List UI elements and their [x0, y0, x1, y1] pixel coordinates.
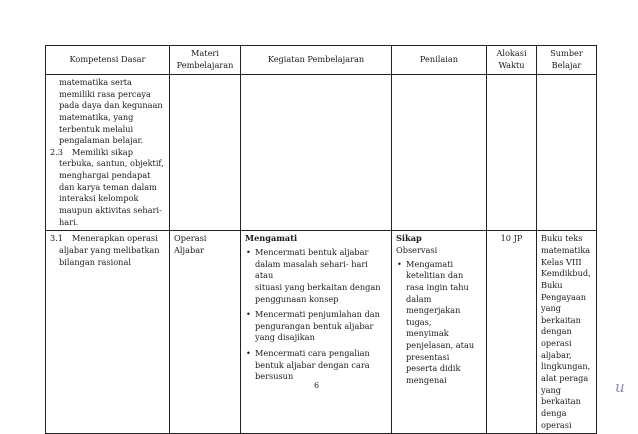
- text-line: yang berkaitan: [541, 384, 581, 407]
- text-line: penjelasan, atau: [406, 340, 475, 351]
- materi-text: Operasi Aljabar: [174, 233, 207, 255]
- text-line: pengurangan bentuk aljabar: [255, 320, 374, 331]
- text-line: bentuk aljabar dengan cara: [255, 359, 370, 370]
- list-item: [245, 247, 387, 305]
- text-line: interaksi kelompok: [59, 193, 139, 204]
- text-line: peserta didik: [406, 363, 461, 374]
- kd-cell-continued: [46, 75, 170, 231]
- text-line: • Mencermati cara pengalian: [255, 348, 370, 359]
- table-row: [46, 231, 597, 434]
- text-line: dalam: [406, 293, 432, 304]
- text-line: rasa ingin tahu: [406, 281, 469, 292]
- syllabus-table: [45, 45, 597, 434]
- text-line: menyimak: [406, 328, 449, 339]
- kd-2-3-text: [50, 158, 165, 228]
- text-line: pengalaman belajar.: [59, 135, 144, 146]
- text-line: pada daya dan kegunaan: [59, 100, 163, 111]
- alokasi-cell: [487, 231, 537, 434]
- penilaian-subtitle: Observasi: [396, 244, 438, 255]
- alokasi-cell-empty: [487, 75, 537, 231]
- penilaian-cell: [392, 231, 487, 434]
- text-line: lingkungan,: [541, 361, 591, 372]
- text-line: yang disajikan: [255, 332, 315, 343]
- text-line: denga operasi: [541, 407, 572, 430]
- penilaian-title: Sikap: [396, 233, 422, 244]
- text-line: dalam masalah sehari- hari atau: [255, 258, 368, 281]
- text-line: terbentuk melalui: [59, 123, 134, 134]
- kd-2-3: [50, 147, 165, 159]
- penilaian-cell-empty: [392, 75, 487, 231]
- header-kegiatan: Kegiatan Pembelajaran: [241, 46, 392, 75]
- header-kompetensi: Kompetensi Dasar: [46, 46, 170, 75]
- text-line: aljabar yang melibatkan: [59, 244, 160, 255]
- text-line: Kelas VIII: [541, 256, 582, 267]
- text-line: Kemdikbud,: [541, 268, 591, 279]
- text-line: matematika serta: [59, 77, 132, 87]
- list-item: [245, 309, 387, 344]
- page-number: 6: [314, 381, 320, 390]
- text-line: Menerapkan operasi: [72, 233, 158, 244]
- header-row: [46, 46, 597, 75]
- watermark-logo: u: [615, 378, 625, 396]
- text-line: Buku: [541, 279, 563, 290]
- text-line: presentasi: [406, 351, 450, 362]
- text-line: • Mengamati: [406, 258, 454, 269]
- text-line: tugas,: [406, 316, 432, 327]
- text-line: alat peraga: [541, 373, 589, 384]
- kd-3-1-text: [50, 245, 165, 268]
- table-row: [46, 75, 597, 231]
- text-line: hari.: [59, 216, 79, 227]
- materi-cell: [170, 231, 241, 434]
- text-line: dan karya teman dalam: [59, 181, 157, 192]
- text-line: • Mencermati bentuk aljabar: [255, 246, 369, 257]
- text-line: Pengayaan: [541, 291, 587, 302]
- text-line: terbuka, santun, objektif,: [59, 158, 164, 169]
- text-line: mengenai: [406, 375, 447, 386]
- text-line: ketelitian dan: [406, 270, 464, 281]
- text-line: menghargai pendapat: [59, 170, 151, 181]
- text-line: maupun aktivitas sehari-: [59, 205, 162, 216]
- kd-continued-text: [50, 77, 165, 147]
- text-line: mengerjakan: [406, 305, 461, 316]
- kegiatan-list: [245, 247, 387, 383]
- text-line: situasi yang berkaitan dengan: [255, 281, 381, 292]
- sumber-cell-empty: [537, 75, 597, 231]
- penilaian-list: [396, 259, 482, 387]
- text-line: memiliki rasa percaya: [59, 88, 151, 99]
- text-line: dengan operasi: [541, 326, 572, 349]
- header-sumber: Sumber Belajar: [537, 46, 597, 75]
- kd-number: 2.3: [50, 146, 64, 157]
- text-line: bersusun: [255, 371, 294, 382]
- sumber-cell: [537, 231, 597, 434]
- alokasi-value: 10 JP: [500, 233, 523, 244]
- text-line: Buku teks: [541, 233, 583, 244]
- kd-3-1: [50, 233, 165, 245]
- header-materi: Materi Pembelajaran: [170, 46, 241, 75]
- text-line: matematika, yang: [59, 111, 134, 122]
- kegiatan-cell-empty: [241, 75, 392, 231]
- text-line: bilangan rasional: [59, 256, 131, 267]
- kegiatan-title: Mengamati: [245, 233, 298, 244]
- materi-cell-empty: [170, 75, 241, 231]
- kd-number: 3.1: [50, 233, 64, 244]
- text-line: aljabar,: [541, 349, 572, 360]
- text-line: penggunaan konsep: [255, 293, 339, 304]
- text-line: yang berkaitan: [541, 303, 581, 325]
- list-item: [396, 259, 482, 387]
- text-line: Memiliki sikap: [72, 146, 133, 157]
- list-item: [245, 348, 387, 383]
- kegiatan-cell: [241, 231, 392, 434]
- header-alokasi: Alokasi Waktu: [487, 46, 537, 75]
- kd-cell-3-1: [46, 231, 170, 434]
- text-line: • Mencermati penjumlahan dan: [255, 309, 380, 320]
- text-line: matematika: [541, 244, 591, 255]
- header-penilaian: Penilaian: [392, 46, 487, 75]
